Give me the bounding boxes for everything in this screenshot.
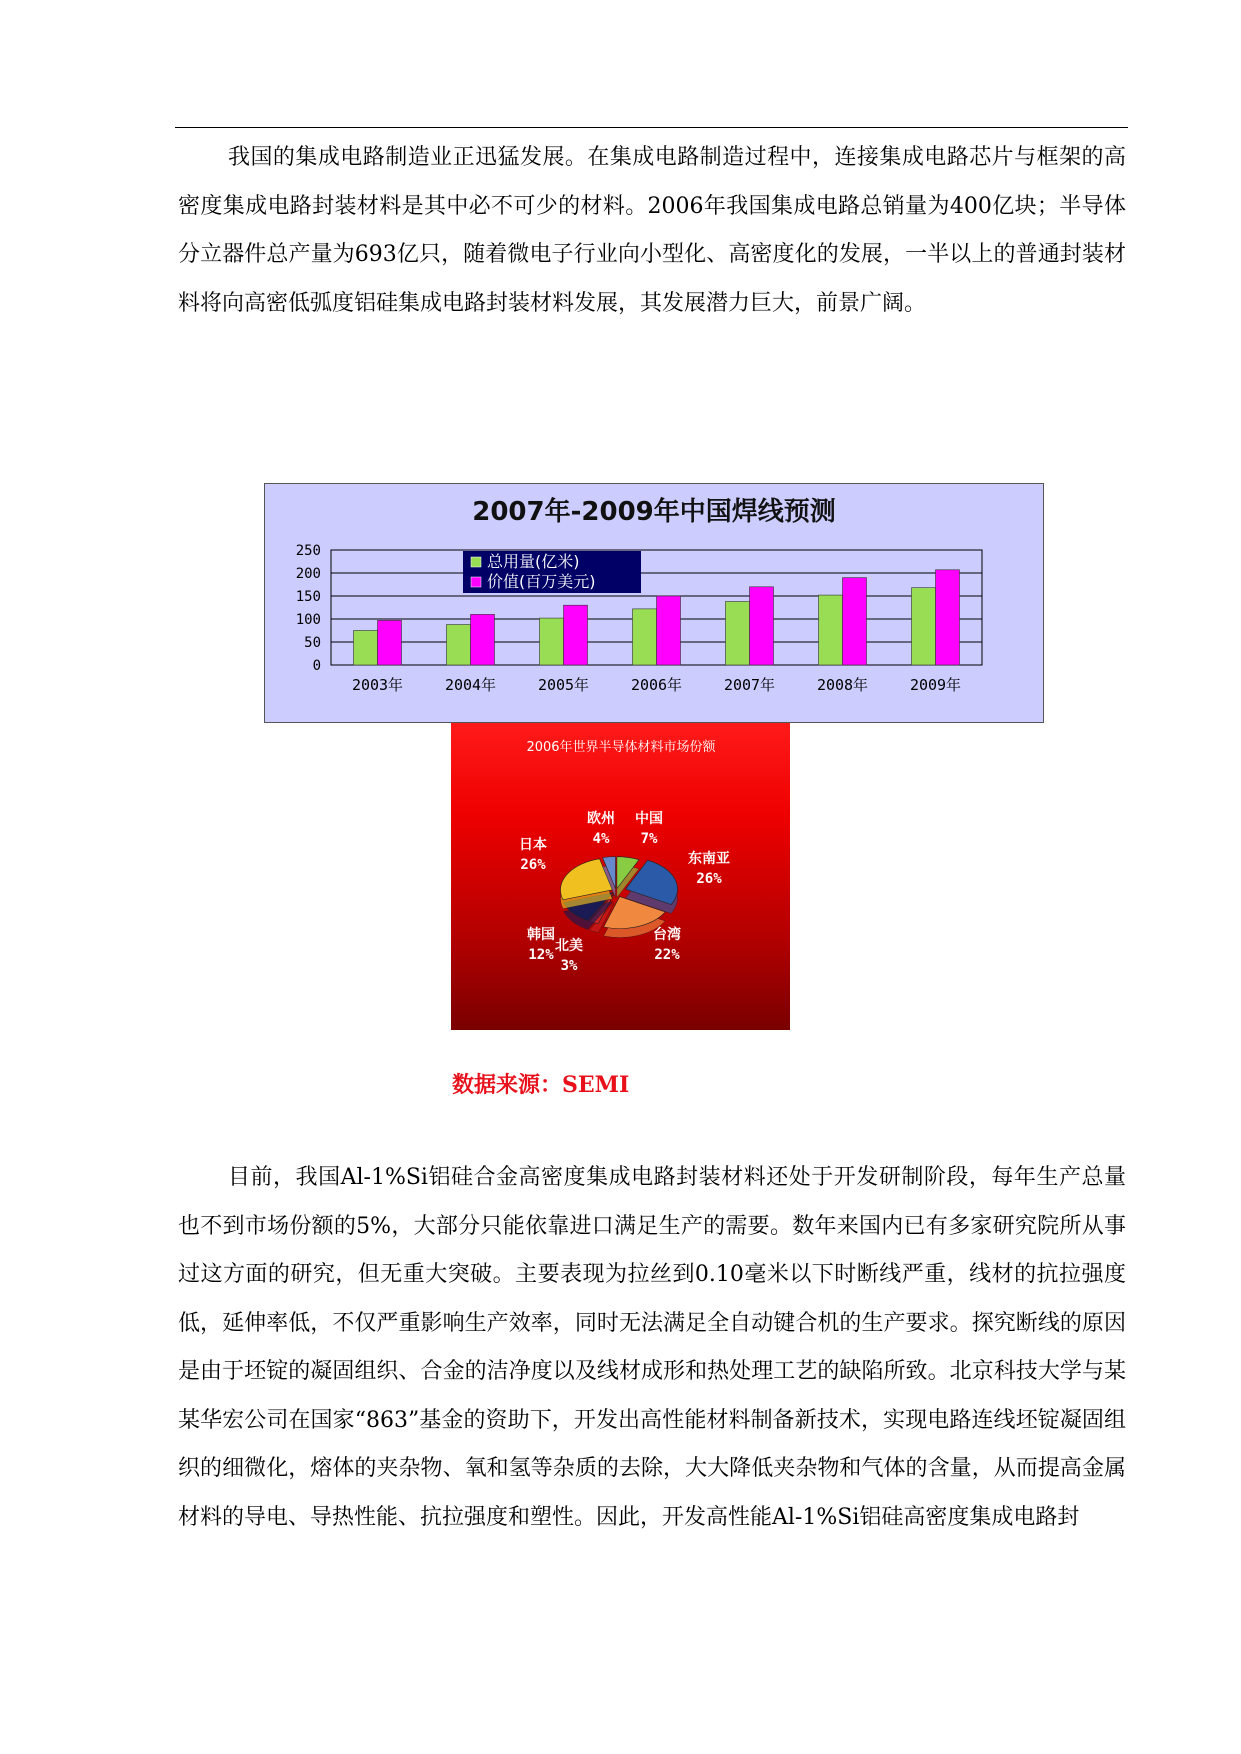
x-category-label: 2008年 (816, 676, 869, 694)
pie-slice-label: 欧州 (587, 811, 615, 827)
bar (843, 578, 867, 665)
bar (540, 618, 564, 665)
bar (657, 596, 681, 665)
pie-slice-label: 东南亚 (688, 851, 730, 867)
pie-slice-percent: 22% (654, 947, 680, 963)
bar-chart-y-ticks (296, 543, 321, 674)
bar (378, 620, 402, 665)
x-category-label: 2009年 (909, 676, 962, 694)
data-source: 数据来源：SEMI (452, 1072, 630, 1098)
y-tick-label: 250 (295, 543, 321, 559)
bar-chart-legend (463, 551, 641, 593)
legend-label: 总用量(亿米) (487, 552, 580, 571)
bar (447, 625, 471, 665)
x-category-label: 2003年 (351, 676, 404, 694)
header-rule (175, 127, 1128, 128)
bar-chart-svg (265, 484, 1043, 722)
pie-slice-percent: 26% (520, 857, 546, 873)
paragraph-2: 目前，我国Al-1%Si铝硅合金高密度集成电路封装材料还处于开发研制阶段，每年生产总量也不到市场份额的5%，大部分只能依靠进口满足生产的需要。数年来国内已有多家研究院所从事过这方面的研究，但无重大突破。主要表现为拉丝到0.10毫米以下时断线严重，线材的抗拉强度低，延伸率低，不仅严重影响生产效率，同时无法满足全自动键合机的生产要求。探究断线的原因是由于坯锭的凝固组织、合金的洁净度以及线材成形和热处理工艺的缺陷所致。北京科技大学与某某华宏公司在国家“863”基金的资助下，开发出高性能材料制备新技术，实现电路连线坯锭凝固组织的细微化，熔体的夹杂物、氧和氢等杂质的去除，大大降低夹杂物和气体的含量，从而提高金属材料的导电、导热性能、抗拉强度和塑性。因此，开发高性能Al-1%Si铝硅高密度集成电路封 (178, 1165, 1126, 1530)
bar-chart-title: 2007年-2009年中国焊线预测 (472, 497, 836, 527)
pie-slice-percent: 3% (560, 958, 578, 974)
pie-slice-percent: 12% (528, 947, 554, 963)
pie-chart-title: 2006年世界半导体材料市场份额 (526, 740, 716, 755)
pie-slice-percent: 7% (640, 831, 658, 847)
x-category-label: 2007年 (723, 676, 776, 694)
bar (564, 605, 588, 665)
pie-chart-svg (451, 723, 790, 1030)
bar (726, 602, 750, 665)
y-tick-label: 150 (295, 589, 321, 605)
x-category-label: 2006年 (630, 676, 683, 694)
bar (936, 570, 960, 665)
x-category-label: 2005年 (537, 676, 590, 694)
pie-chart (451, 723, 790, 1030)
bar-chart-categories (352, 676, 961, 694)
bar (354, 631, 378, 666)
pie-slice-label: 日本 (519, 837, 547, 853)
bar-chart (264, 483, 1044, 723)
bar (471, 614, 495, 665)
pie-slice-percent: 26% (696, 871, 722, 887)
y-tick-label: 200 (295, 566, 321, 582)
y-tick-label: 50 (304, 635, 321, 651)
pie-slice-label: 韩国 (527, 927, 555, 943)
bar (912, 588, 936, 665)
paragraph-1: 我国的集成电路制造业正迅猛发展。在集成电路制造过程中，连接集成电路芯片与框架的高密度集成电路封装材料是其中必不可少的材料。2006年我国集成电路总销量为400亿块；半导体分立器件总产量为693亿只，随着微电子行业向小型化、高密度化的发展，一半以上的普通封装材料将向高密低弧度铝硅集成电路封装材料发展，其发展潜力巨大，前景广阔。 (178, 145, 1126, 316)
pie-chart-slices (560, 857, 677, 938)
y-tick-label: 0 (312, 658, 321, 674)
pie-slice-label: 中国 (635, 811, 663, 827)
bar (633, 609, 657, 665)
legend-swatch (471, 577, 481, 587)
pie-slice-label: 北美 (555, 938, 583, 954)
pie-slice-percent: 4% (592, 831, 610, 847)
legend-swatch (471, 557, 481, 567)
y-tick-label: 100 (295, 612, 321, 628)
bar (750, 587, 774, 665)
bar (819, 595, 843, 665)
pie-slice-label: 台湾 (653, 927, 681, 943)
x-category-label: 2004年 (444, 676, 497, 694)
legend-label: 价值(百万美元) (487, 572, 596, 591)
pie-chart-labels (519, 810, 730, 974)
